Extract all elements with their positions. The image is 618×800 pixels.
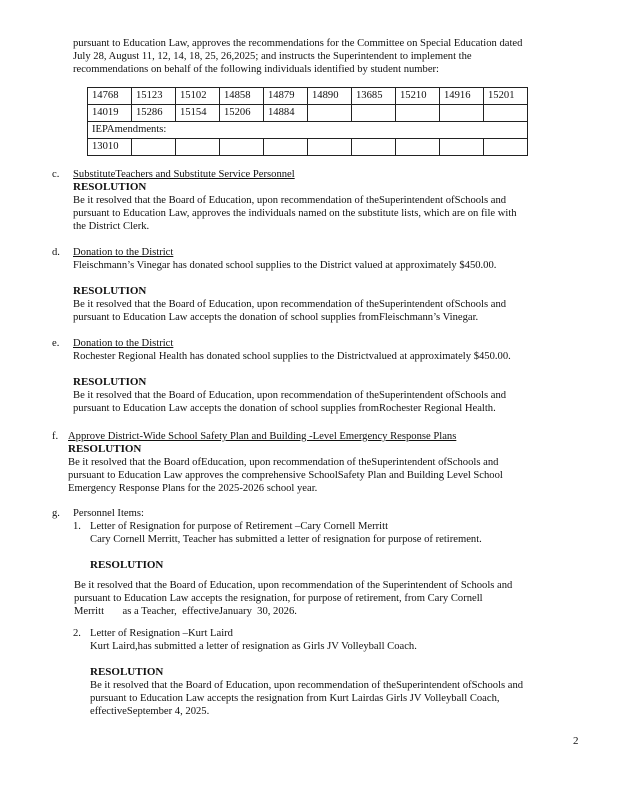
resolution-line: pursuant to Education Law approves the comprehensive SchoolSafety Plan and Building Level School: [68, 470, 503, 481]
table-cell: [440, 139, 484, 156]
item-marker: d.: [52, 247, 60, 258]
resolution-line: Be it resolved that the Board of Education, upon recommendation of theSuperintendent ofSchools and: [90, 680, 524, 691]
page-number: 2: [573, 735, 579, 747]
resolution-line: pursuant to Education Law accepts the resignation, for purpose of retirement, from Cary Cornell: [74, 593, 483, 604]
student-number-table: [87, 87, 528, 156]
resolution-heading: RESOLUTION: [73, 285, 147, 297]
table-cell: [176, 139, 220, 156]
item-title: Approve District-Wide School Safety Plan and Building -Level Emergency Response Plans: [68, 431, 457, 442]
resolution-line: the District Clerk.: [73, 221, 150, 232]
item-description: Rochester Regional Health has donated school supplies to the Districtvalued at approximately $450.00.: [73, 351, 511, 362]
table-cell: 14768: [88, 88, 132, 105]
table-cell: 14858: [220, 88, 264, 105]
table-cell: [396, 139, 440, 156]
table-cell: [484, 139, 528, 156]
table-cell: [308, 139, 352, 156]
resolution-heading: RESOLUTION: [90, 559, 164, 571]
table-row: [88, 88, 528, 105]
subitem-title: Letter of Resignation for purpose of Retirement –Cary Cornell Merritt: [90, 521, 389, 532]
table-cell: [396, 105, 440, 122]
resolution-line: Be it resolved that the Board of Education, upon recommendation of the Superintendent of Schools and: [74, 580, 513, 591]
intro-line: pursuant to Education Law, approves the recommendations for the Committee on Special Education dated: [73, 38, 523, 49]
resolution-line: pursuant to Education Law accepts the donation of school supplies fromFleischmann’s Vinegar.: [73, 312, 479, 323]
table-cell: 14916: [440, 88, 484, 105]
table-cell: 15154: [176, 105, 220, 122]
item-title: Donation to the District: [73, 338, 174, 349]
table-cell: 15102: [176, 88, 220, 105]
subitem-marker: 2.: [73, 628, 81, 639]
resolution-line: Be it resolved that the Board of Education, upon recommendation of theSuperintendent ofSchools and: [73, 299, 507, 310]
table-cell: 14019: [88, 105, 132, 122]
table-cell: [132, 139, 176, 156]
resolution-line: Emergency Response Plans for the 2025-2026 school year.: [68, 483, 318, 494]
item-title: Personnel Items:: [73, 508, 144, 519]
resolution-heading: RESOLUTION: [73, 376, 147, 388]
table-cell: 13685: [352, 88, 396, 105]
resolution-line: pursuant to Education Law accepts the donation of school supplies fromRochester Regional Health.: [73, 403, 496, 414]
intro-paragraph: [73, 37, 522, 76]
table-cell: [220, 139, 264, 156]
item-marker: f.: [52, 431, 59, 442]
resolution-heading: RESOLUTION: [73, 181, 147, 193]
item-description: Fleischmann’s Vinegar has donated school supplies to the District valued at approximately $450.00.: [73, 260, 497, 271]
table-cell: 13010: [88, 139, 132, 156]
resolution-line: pursuant to Education Law accepts the resignation from Kurt Lairdas Girls JV Volleyball Coach,: [90, 693, 500, 704]
item-marker: e.: [52, 338, 60, 349]
item-title: SubstituteTeachers and Substitute Service Personnel: [73, 169, 295, 180]
table-cell: 15201: [484, 88, 528, 105]
table-cell: [352, 105, 396, 122]
iep-amendments-label: IEPAmendments:: [88, 122, 528, 139]
resolution-line: effectiveSeptember 4, 2025.: [90, 706, 210, 717]
resolution-line: Be it resolved that the Board of Education, upon recommendation of theSuperintendent ofSchools and: [73, 390, 507, 401]
subitem-marker: 1.: [73, 521, 81, 532]
table-cell: [264, 139, 308, 156]
table-cell: [352, 139, 396, 156]
subitem-description: Cary Cornell Merritt, Teacher has submitted a letter of resignation for purpose of retirement.: [90, 534, 482, 545]
table-row: [88, 122, 528, 139]
table-cell: 15286: [132, 105, 176, 122]
intro-line: July 28, August 11, 12, 14, 18, 25, 26,2025; and instructs the Superintendent to implement the: [73, 51, 472, 62]
item-title: Donation to the District: [73, 247, 174, 258]
table-cell: 15206: [220, 105, 264, 122]
table-cell: 14879: [264, 88, 308, 105]
resolution-line: Be it resolved that the Board ofEducation, upon recommendation of theSuperintendent ofSchools and: [68, 457, 499, 468]
resolution-line: Be it resolved that the Board of Education, upon recommendation of theSuperintendent ofSchools and: [73, 195, 507, 206]
table-cell: [484, 105, 528, 122]
intro-line: recommendations on behalf of the following individuals identified by student number:: [73, 64, 439, 75]
table-cell: 15210: [396, 88, 440, 105]
item-marker: g.: [52, 508, 60, 519]
table-row: [88, 139, 528, 156]
table-cell: [440, 105, 484, 122]
table-cell: 15123: [132, 88, 176, 105]
resolution-line: pursuant to Education Law, approves the individuals named on the substitute lists, which are on file with: [73, 208, 517, 219]
item-marker: c.: [52, 169, 60, 180]
table-cell: [308, 105, 352, 122]
subitem-description: Kurt Laird,has submitted a letter of resignation as Girls JV Volleyball Coach.: [90, 641, 417, 652]
subitem-title: Letter of Resignation –Kurt Laird: [90, 628, 233, 639]
resolution-line: Merritt as a Teacher, effectiveJanuary 30, 2026.: [74, 606, 297, 617]
table-row: [88, 105, 528, 122]
table-cell: 14890: [308, 88, 352, 105]
resolution-heading: RESOLUTION: [68, 443, 142, 455]
resolution-heading: RESOLUTION: [90, 666, 164, 678]
table-cell: 14884: [264, 105, 308, 122]
